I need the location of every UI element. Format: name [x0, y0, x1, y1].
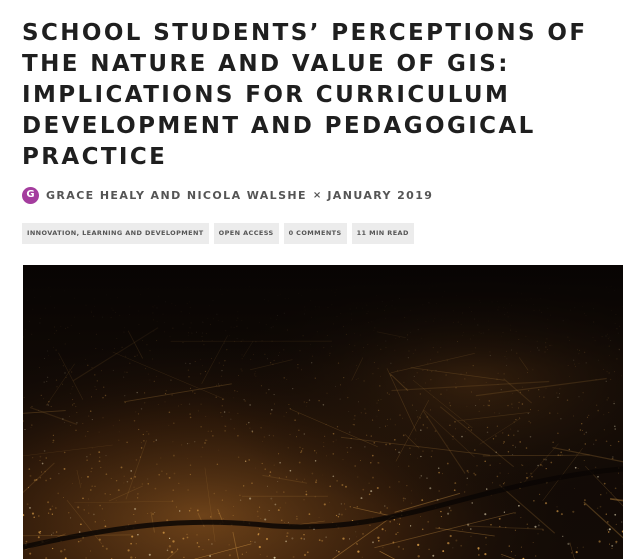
tag-category[interactable]: INNOVATION, LEARNING AND DEVELOPMENT [22, 223, 209, 244]
city-lights-photo [23, 265, 623, 559]
author-names-link[interactable]: GRACE HEALY AND NICOLA WALSHE [46, 188, 307, 202]
hero-image [23, 265, 623, 559]
tag-comments[interactable]: 0 COMMENTS [284, 223, 347, 244]
article-title: SCHOOL STUDENTS’ PERCEPTIONS OF THE NATURE AND VALUE OF GIS: IMPLICATIONS FOR CURRICULUM DEVELOPMENT AND PEDAGOGICAL PRACTICE [22, 20, 588, 170]
author-avatar[interactable] [22, 187, 39, 204]
byline-separator-icon: × [312, 189, 322, 201]
avatar-letter: G [26, 189, 35, 200]
byline [22, 186, 632, 204]
publish-date: JANUARY 2019 [327, 188, 434, 202]
tag-read-time: 11 MIN READ [352, 223, 414, 244]
tag-open-access[interactable]: OPEN ACCESS [214, 223, 279, 244]
tag-list [22, 223, 632, 244]
article-header [22, 18, 632, 244]
